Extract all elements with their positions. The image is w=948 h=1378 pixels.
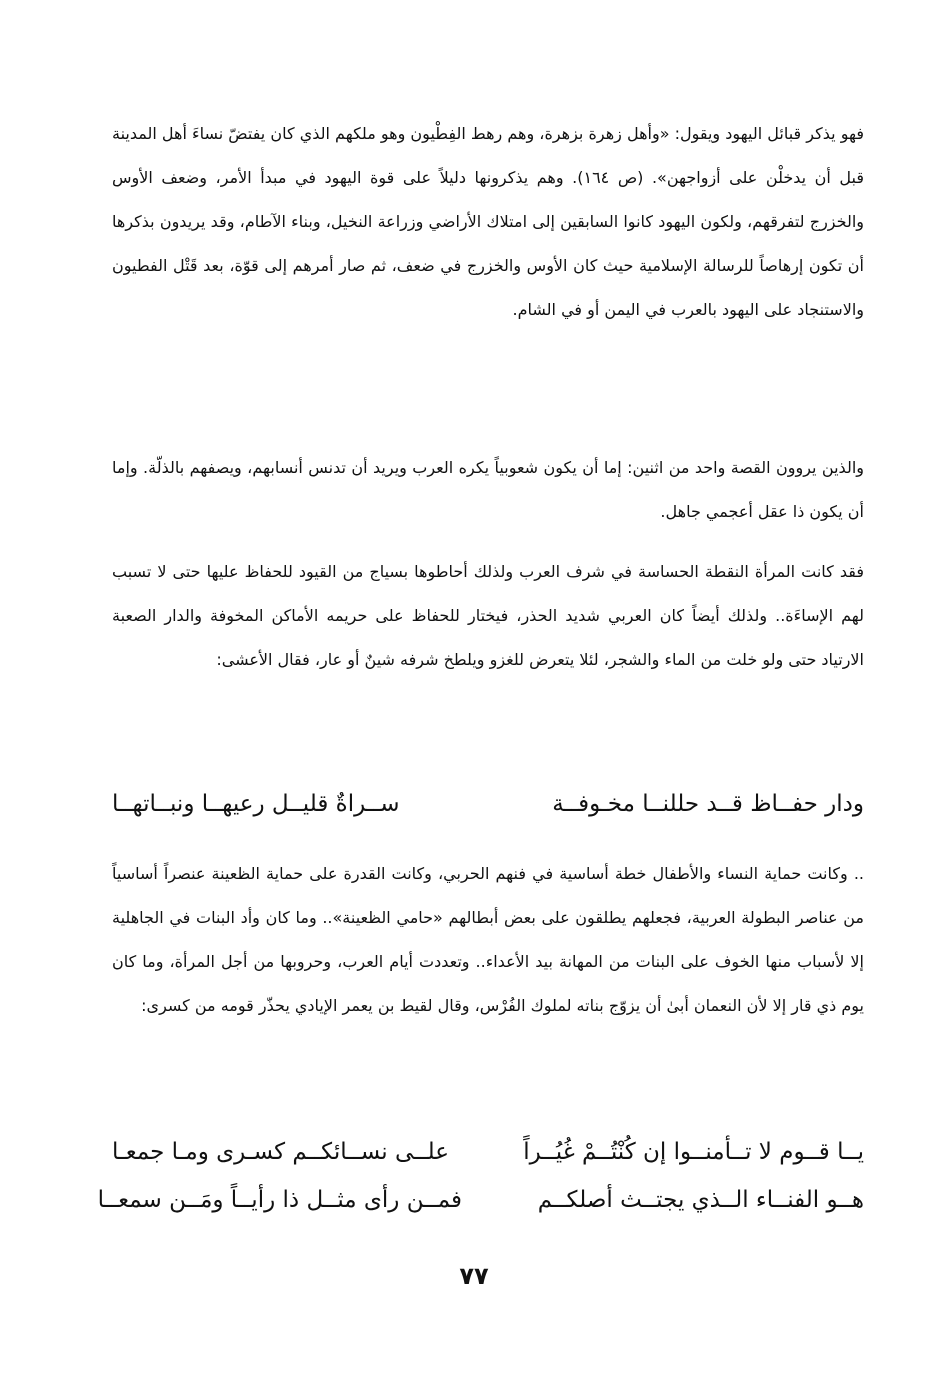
verse-1 (112, 782, 864, 826)
verse-3-first-hemistich: هــو الفنــاء الــذي يجتــث أصلكــم (537, 1187, 864, 1213)
paragraph-3: فقد كانت المرأة النقطة الحساسة في شرف العرب ولذلك أحاطوها بسياج من القيود للحفاظ عليها حتى لا تسبب لهم الإساءَة.. ولذلك أيضاً كان العربي شديد الحذر، فيختار للحفاظ على حريمه الأماكن المخوفة والدار الصعبة الارتياد حتى ولو خلت من الماء والشجر، لئلا يتعرض للغزو ويلطخ شرفه شينٌ أو عار، فقال الأعشى: (112, 562, 864, 669)
paragraph-4: .. وكانت حماية النساء والأطفال خطة أساسية في فنهم الحربي، وكانت القدرة على حماية الظعينة عنصراً أساسياً من عناصر البطولة العربية، فجعلهم يطلقون على بعض أبطالهم «حامي الظعينة».. وما كان وأد البنات في الجاهلية إلا لأسباب منها الخوف على البنات من المهانة بيد الأعداء.. وتعددت أيام العرب، وحروبها من أجل المرأة، وما كان يوم ذي قار إلا لأن النعمان أبىٰ أن يزوّج بناته لملوك الفُرْس، وقال لقيط بن يعمر الإيادي يحذّر قومه من كسرى: (112, 864, 864, 1015)
verse-3 (97, 1178, 864, 1222)
paragraph-1: فهو يذكر قبائل اليهود ويقول: «وأهل زهرة بزهرة، وهم رهط الفِطْيون وهو ملكهم الذي كان يفتضّ نساءَ أهل المدينة قبل أن يدخلْن على أزواجهن». (ص ١٦٤). وهم يذكرونها دليلاً على قوة اليهود في مبدأ الأمر، وضعف الأوس والخزرج لتفرقهم، ولكون اليهود كانوا السابقين إلى امتلاك الأراضي وزراعة النخيل، وبناء الآطام، وقد يريدون بذكرها أن تكون إرهاصاً للرسالة الإسلامية حيث كان الأوس والخزرج في ضعف، ثم صار أمرهم إلى قوّة، بعد قَتْل الفطيون والاستنجاد على اليهود بالعرب في اليمن أو في الشام. (112, 124, 865, 319)
verse-2 (112, 1130, 864, 1174)
verse-2-first-hemistich: يــا قــوم لا تــأمنــوا إن كُنْتُــمْ غُيُــراً (523, 1139, 864, 1165)
page-number: ٧٧ (459, 1262, 489, 1290)
verse-1-second-hemistich: ســراةٌ قليــل رعيهــا ونبــاتهــا (112, 791, 400, 817)
verse-2-second-hemistich: علــى نســائكــم كسـرى ومـا جمعـا (112, 1139, 449, 1165)
paragraph-2: والذين يروون القصة واحد من اثنين: إما أن يكون شعوبياً يكره العرب ويريد أن تدنس أنسابهم، ويصفهم بالذلّة. وإما أن يكون ذا عقل أعجمي جاهل. (112, 458, 864, 521)
verse-1-first-hemistich: ودار حفــاظ قــد حللنــا مخـوفــة (552, 791, 864, 817)
verse-3-second-hemistich: فمــن رأى مثــل ذا رأيــاً ومَــن سمعــا (97, 1187, 462, 1213)
